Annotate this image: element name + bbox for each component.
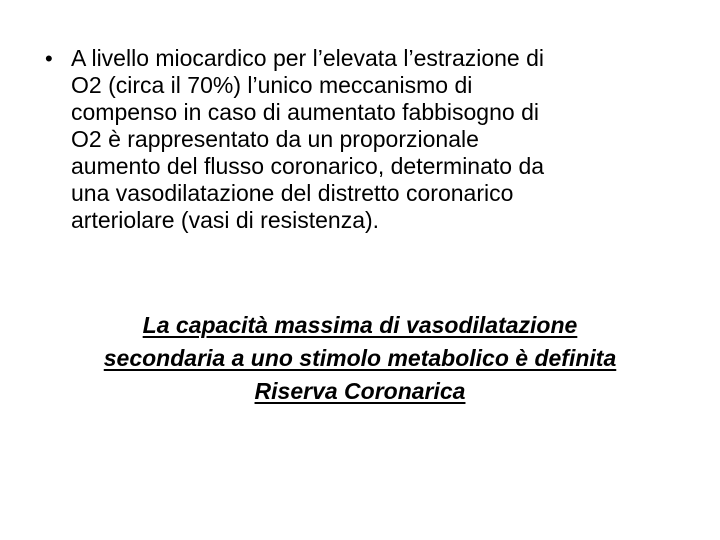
bullet-icon: • [45, 46, 53, 71]
bullet-text: A livello miocardico per l’elevata l’estrazione di O2 (circa il 70%) l’unico meccanismo di compenso in caso di aumentato fabbisogno di O2 è rappresentato da un proporzionale aumento del flusso coronarico, determinato da una vasodilatazione del distretto coronarico arteriolare (vasi di resistenza). [71, 45, 545, 233]
highlight-statement: La capacità massima di vasodilatazione secondaria a uno stimolo metabolico è definita Riserva Coronarica [103, 312, 617, 404]
bullet-item [45, 45, 665, 234]
